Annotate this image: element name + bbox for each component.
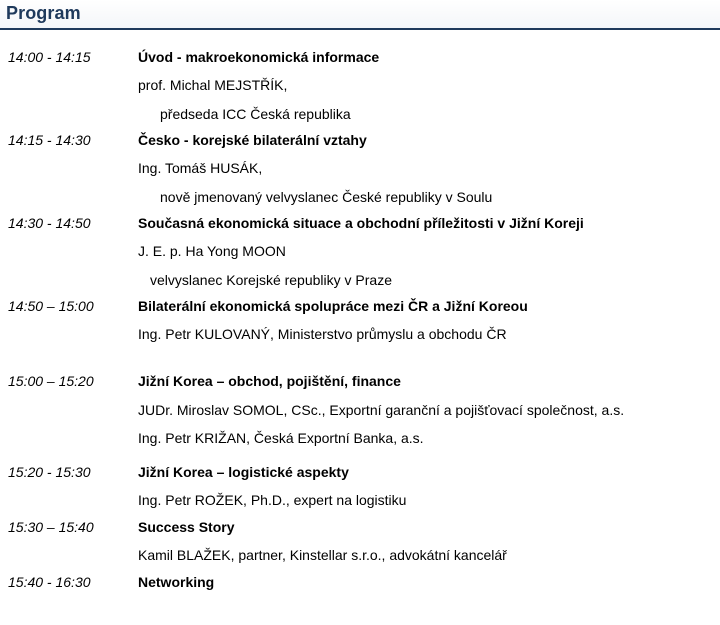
- session-title: Jižní Korea – obchod, pojištění, finance: [138, 373, 401, 389]
- time-slot: 15:00 – 15:20: [8, 373, 94, 389]
- session-title: Bilaterální ekonomická spolupráce mezi ČR a Jižní Koreou: [138, 298, 528, 314]
- speaker-role: nově jmenovaný velvyslanec České republiky v Soulu: [160, 189, 493, 205]
- session-title: Networking: [138, 574, 215, 590]
- time-slot: 14:00 - 14:15: [8, 49, 91, 65]
- time-slot: 14:30 - 14:50: [8, 215, 91, 231]
- speaker-role: předseda ICC Česká republika: [160, 106, 351, 122]
- speaker-name: JUDr. Miroslav SOMOL, CSc., Exportní garanční a pojišťovací společnost, a.s.: [138, 402, 625, 418]
- time-slot: 14:15 - 14:30: [8, 132, 91, 148]
- session-title: Success Story: [138, 519, 235, 535]
- session-title: Česko - korejské bilaterální vztahy: [138, 132, 367, 148]
- time-slot: 14:50 – 15:00: [8, 298, 94, 314]
- speaker-name: Ing. Petr KULOVANÝ, Ministerstvo průmyslu a obchodu ČR: [138, 326, 507, 342]
- time-slot: 15:20 - 15:30: [8, 464, 91, 480]
- session-title: Úvod - makroekonomická informace: [138, 49, 380, 65]
- page-title: Program: [6, 3, 81, 23]
- session-title: Současná ekonomická situace a obchodní příležitosti v Jižní Koreji: [138, 215, 584, 231]
- speaker-name: J. E. p. Ha Yong MOON: [138, 243, 286, 259]
- speaker-role: velvyslanec Korejské republiky v Praze: [150, 272, 392, 288]
- speaker-name: Ing. Petr ROŽEK, Ph.D., expert na logistiku: [138, 492, 407, 508]
- program-header: [0, 0, 720, 30]
- speaker-name: Kamil BLAŽEK, partner, Kinstellar s.r.o., advokátní kancelář: [138, 547, 507, 563]
- speaker-name: Ing. Tomáš HUSÁK,: [138, 160, 263, 176]
- time-slot: 15:40 - 16:30: [8, 574, 91, 590]
- session-title: Jižní Korea – logistické aspekty: [138, 464, 349, 480]
- speaker-name: Ing. Petr KRIŽAN, Česká Exportní Banka, a.s.: [138, 430, 424, 446]
- time-slot: 15:30 – 15:40: [8, 519, 94, 535]
- speaker-name: prof. Michal MEJSTŘÍK,: [138, 77, 288, 93]
